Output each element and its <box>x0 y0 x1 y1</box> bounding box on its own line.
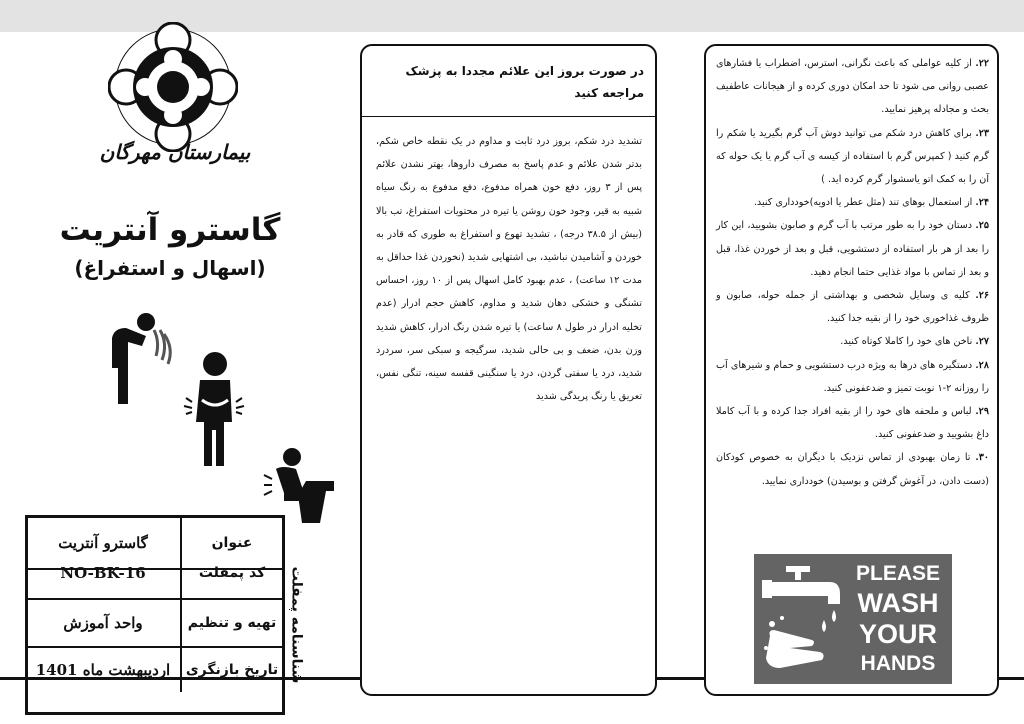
info-key: تهیه و تنظیم <box>180 600 282 646</box>
tip-text: از استعمال بوهای تند (مثل عطر یا ادویه)خودداری کنید. <box>753 197 973 209</box>
tip-item <box>716 330 989 353</box>
vomiting-person-icon <box>102 308 182 408</box>
tip-item <box>716 214 989 284</box>
poster-line-please: PLEASE <box>855 562 941 585</box>
pamphlet-title: گاسترو آنتریت <box>59 212 281 248</box>
warning-heading: در صورت بروز این علائم مجددا به پزشک مراجعه کنید <box>405 64 644 100</box>
tip-text: از کلیه عواملی که باعث نگرانی، استرس، اضطراب یا فشارهای عصبی روانی می شود تا حد امکان دوری کرده و از هیجانات عاطفیف بحث و مجادله پرهیز نمایید. <box>716 58 989 116</box>
tip-text: کلیه ی وسایل شخصی و بهداشتی از جمله حوله، صابون و ظروف غذاخوری خود را از بقیه جدا کنید. <box>716 290 989 325</box>
stomach-ache-icon <box>182 350 247 470</box>
tip-text: دستان خود را به طور مرتب با آب گرم و صابون بشویید، این کار را بعد از هر بار استفاده از دستشویی، قبل و بعد از خوردن غذا، قبل و بعد از تماس با مواد غذایی حتما انجام دهید. <box>716 220 989 278</box>
tip-item <box>716 446 989 492</box>
tip-number: ۲۸. <box>975 359 989 371</box>
info-value: گاسترو آنتریت <box>58 534 148 552</box>
info-key: عنوان <box>180 518 282 568</box>
tip-text: لباس و ملحفه های خود را از بقیه افراد جدا کرده و با آب کاملا داغ بشویید و ضدعفونی کنید. <box>716 406 989 441</box>
tip-number: ۲۴. <box>975 197 989 209</box>
wash-hands-poster <box>754 554 952 684</box>
tip-item <box>716 122 989 192</box>
info-key: کد پمفلت <box>180 548 282 598</box>
info-row-author <box>28 600 282 648</box>
tips-list <box>716 52 989 493</box>
tip-text: برای کاهش درد شکم می توانید دوش آب گرم بگیرید یا شکم را گرم کنید ( کمپرس گرم با استفاده از کیسه ی آب گرم یا یک حوله که آن را به کمک اتو یاسشوار گرم کرده اید. ) <box>716 127 989 186</box>
care-tips-panel <box>704 44 999 696</box>
id-label-text: شناسنامه پمفلت <box>288 566 305 684</box>
poster-line-hands: HANDS <box>860 652 936 675</box>
tip-item <box>716 400 989 446</box>
tip-text: ناخن های خود را کاملا کوتاه کنید. <box>840 336 973 348</box>
warning-signs-panel <box>360 44 657 696</box>
hospital-name: بیمارستان مهرگان <box>99 140 251 164</box>
info-value: واحد آموزش <box>63 614 143 632</box>
tip-text: دستگیره های درها به ویژه درب دستشویی و حمام و شیرهای آب را روزانه ۲-۱ نوبت تمیز و ضدعفونی کنید. <box>716 359 989 394</box>
tip-number: ۲۲. <box>975 58 989 69</box>
pamphlet-id-label <box>276 545 316 705</box>
heading-divider <box>362 116 655 117</box>
info-value: اردیبهشت ماه 1401 <box>35 661 171 679</box>
info-key: تاریخ بازنگری <box>180 648 282 692</box>
info-value: NO-BK-16 <box>60 564 146 582</box>
tip-number: ۳۰. <box>975 452 989 464</box>
tip-number: ۲۹. <box>975 406 989 418</box>
faucet-hands-icon <box>760 564 844 676</box>
tip-item <box>716 52 989 122</box>
poster-line-your: YOUR <box>858 619 937 649</box>
warning-signs-text: تشدید درد شکم، بروز درد ثابت و مداوم در یک نقطه خاص شکم، بدتر شدن علائم و عدم پاسخ به مصرف داروها، بهتر نشدن علائم پس از ۳ روز، دفع خون همراه مدفوع، دفع مدفوع به رنگ سیاه شبیه به قیر، وجود خون روشن یا تیره در محتویات استفراغ، تب بالا (بیش از ۳۸.۵ درجه) ، تشدید تهوع و استفراغ به طوری که قادر به خوردن و آشامیدن نباشید، بی اشتهایی شدید (نخوردن غذا حداقل به مدت ۱۲ ساعت) ، عدم بهبود کامل اسهال پس از ۱۰ روز، احساس تشنگی و خشکی دهان شدید و مداوم، کاهش حجم ادرار (عدم تخلیه ادرار در طول ۸ ساعت) یا تیره شدن رنگ ادرار، کاهش شدید وزن بدن، ضعف و بی حالی شدید، سرگیجه و سبکی سر، سردرد شدید، درد یا سفتی گردن، درد یا سنگینی قفسه سینه، تنگی نفس، تعریق یا رنگ پریدگی شدید <box>376 136 642 403</box>
tip-number: ۲۳. <box>975 127 990 139</box>
tip-number: ۲۷. <box>975 336 989 348</box>
toilet-diarrhea-icon <box>262 445 337 525</box>
tip-item <box>716 354 989 400</box>
info-row-code <box>28 548 282 600</box>
hospital-logo <box>108 22 238 152</box>
poster-line-wash: WASH <box>857 588 939 618</box>
pamphlet-subtitle: (اسهال و استفراغ) <box>74 256 266 280</box>
wash-hands-text <box>846 560 950 678</box>
tip-item <box>716 284 989 330</box>
pamphlet-info-table <box>25 515 285 715</box>
tip-number: ۲۵. <box>975 220 989 232</box>
tip-number: ۲۶. <box>975 290 989 302</box>
tip-item <box>716 191 989 214</box>
tip-text: تا زمان بهبودی از تماس نزدیک با دیگران به خصوص کودکان (دست دادن، در آغوش گرفتن و بوسیدن) خودداری نمایید. <box>716 452 989 487</box>
info-row-revision-date <box>28 648 282 692</box>
